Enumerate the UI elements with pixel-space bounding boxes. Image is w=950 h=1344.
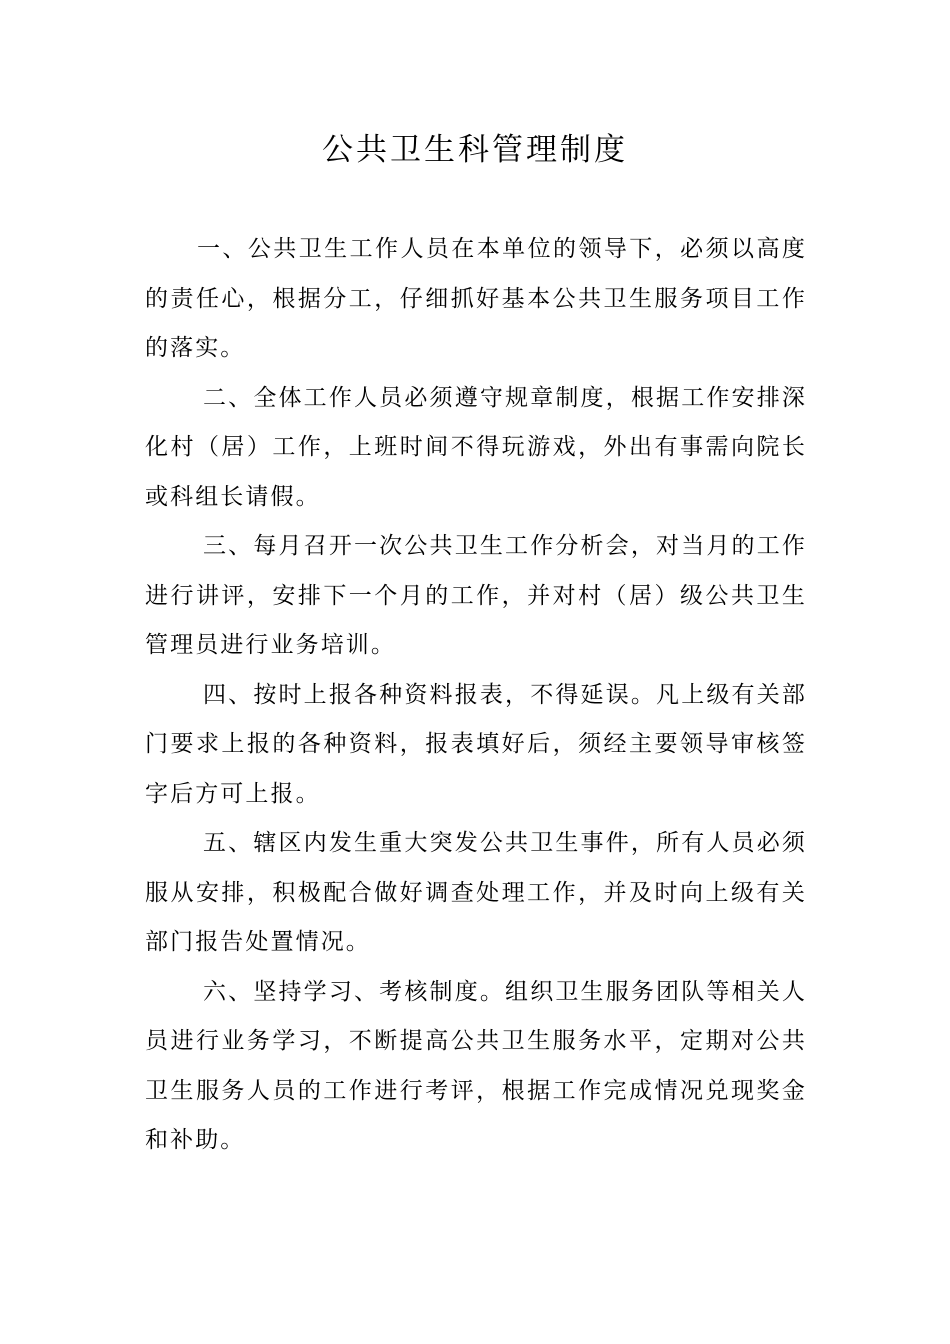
paragraph-6: 六、坚持学习、考核制度。组织卫生服务团队等相关人员进行业务学习，不断提高公共卫生服务水平，定期对公共卫生服务人员的工作进行考评，根据工作完成情况兑现奖金和补助。 xyxy=(145,978,807,1153)
document-body xyxy=(145,225,807,1166)
document-title: 公共卫生科管理制度 xyxy=(322,132,628,168)
paragraph-4: 四、按时上报各种资料报表，不得延误。凡上级有关部门要求上报的各种资料，报表填好后，须经主要领导审核签字后方可上报。 xyxy=(145,681,807,807)
paragraph-1: 一、公共卫生工作人员在本单位的领导下，必须以高度的责任心，根据分工，仔细抓好基本公共卫生服务项目工作的落实。 xyxy=(145,236,807,361)
paragraph-3: 三、每月召开一次公共卫生工作分析会，对当月的工作进行讲评，安排下一个月的工作，并对村（居）级公共卫生管理员进行业务培训。 xyxy=(145,533,807,658)
paragraph-5: 五、辖区内发生重大突发公共卫生事件，所有人员必须服从安排，积极配合做好调查处理工作，并及时向上级有关部门报告处置情况。 xyxy=(145,830,807,955)
paragraph-2: 二、全体工作人员必须遵守规章制度，根据工作安排深化村（居）工作，上班时间不得玩游戏，外出有事需向院长或科组长请假。 xyxy=(145,384,807,510)
